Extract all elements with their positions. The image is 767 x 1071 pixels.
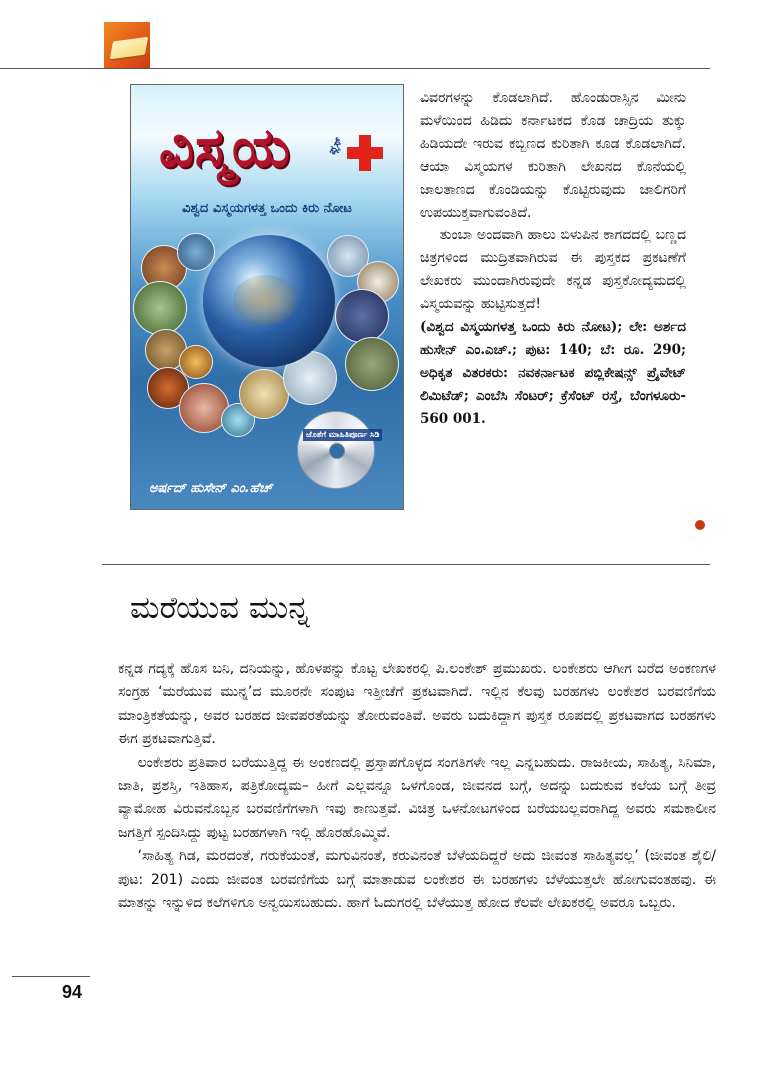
cover-plus-label: ಪ್ಲಸ್ (325, 134, 346, 157)
page-number: 94 (62, 982, 83, 1002)
cover-photo-bubble (133, 281, 187, 335)
cover-photo-bubble (177, 233, 215, 271)
end-mark-icon (695, 520, 705, 530)
review-paragraph: ವಿವರಗಳನ್ನು ಕೊಡಲಾಗಿದೆ. ಹೊಂಡುರಾಸ್ಸಿನ ಮೀನು ಮಳೆಯಿಂದ ಹಿಡಿದು ಕರ್ನಾಟಕದ ಕೊಡ ಚಾದ್ರಿಯ ತುಕ್ಕು ಹಿಡಿಯದೇ ಇರುವ ಕಬ್ಬಿಣದ ಕುರಿತಾಗಿ ಕೂಡ ಕೊಡಲಾಗಿದೆ. ಆಯಾ ವಿಸ್ಮಯಗಳ ಕುರಿತಾಗಿ ಲೇಖನದ ಕೊನೆಯಲ್ಲಿ ಜಾಲತಾಣದ ಕೊಂಡಿಯನ್ನು ಕೊಟ್ಟಿರುವುದು ಜಾಲಿಗರಿಗೆ ಉಪಯುಕ್ತವಾಗುವಂತಿದೆ. (420, 90, 686, 221)
cover-author: ಅರ್ಷದ್ ಹುಸೇನ್ ಎಂ.ಹೆಚ್ (149, 481, 273, 496)
cover-subtitle: ವಿಶ್ವದ ವಿಸ್ಮಯಗಳತ್ತ ಒಂದು ಕಿರು ನೋಟ (182, 201, 352, 216)
cover-photo-bubble (179, 345, 213, 379)
top-divider (0, 68, 710, 69)
article-paragraph: ಕನ್ನಡ ಗದ್ಯಕ್ಕೆ ಹೊಸ ಬನಿ, ದನಿಯನ್ನು, ಹೊಳಪನ್ನು ಕೊಟ್ಟ ಲೇಖಕರಲ್ಲಿ ಪಿ.ಲಂಕೇಶ್ ಪ್ರಮುಖರು. ಲಂಕೇಶರು ಆಗೀಗ ಬರೆದ ಅಂಕಣಗಳ ಸಂಗ್ರಹ ‘ಮರೆಯುವ ಮುನ್ನ’ದ ಮೂರನೇ ಸಂಪುಟ ಇತ್ತೀಚೆಗೆ ಪ್ರಕಟವಾಗಿದೆ. ಇಲ್ಲಿನ ಕೆಲವು ಬರಹಗಳು ಲಂಕೇಶರ ಬರವಣಿಗೆಯ ಮಾಂತ್ರಿಕತೆಯನ್ನು, ಅವರ ಬರಹದ ಜೀವಪರತೆಯನ್ನು ತೋರುವಂತಿವೆ. ಅವರು ಬದುಕಿದ್ದಾಗ ಪುಸ್ತಕ ರೂಪದಲ್ಲಿ ಪ್ರಕಟವಾಗದ ಬರಹಗಳು ಈಗ ಪ್ರಕಟವಾಗುತ್ತಿವೆ. (118, 661, 716, 748)
article-paragraph: ‘ಸಾಹಿತ್ಯ ಗಿಡ, ಮರದಂತೆ, ಗರುಕೆಯಂತೆ, ಮಗುವಿನಂತೆ, ಕರುವಿನಂತೆ ಬೆಳೆಯದಿದ್ದರೆ ಅದು ಜೀವಂತ ಸಾಹಿತ್ಯವಲ್ಲ’ (ಜೀವಂತ ಶೈಲಿ/ ಪುಟ: 201) ಎಂದು ಜೀವಂತ ಬರವಣಿಗೆಯ ಬಗ್ಗೆ ಮಾತಾಡುವ ಲಂಕೇಶರ ಈ ಬರಹಗಳು ಬೆಳೆಯುತ್ತಲೇ ಹೋಗುವಂತಹವು. ಈ ಮಾತನ್ನು ಇನ್ನುಳಿದ ಕಲೆಗಳಿಗೂ ಅನ್ವಯಿಸಬಹುದು. ಹಾಗೆ ಓದುಗರಲ್ಲಿ ಬೆಳೆಯುತ್ತ ಹೋದ ಕೆಲವೇ ಲೇಖಕರಲ್ಲಿ ಅವರೂ ಒಬ್ಬರು. (118, 848, 716, 912)
review-paragraph: ತುಂಬಾ ಅಂದವಾಗಿ ಹಾಲು ಬಿಳುಪಿನ ಕಾಗದದಲ್ಲಿ ಬಣ್ಣದ ಚಿತ್ರಗಳಿಂದ ಮುದ್ರಿತವಾಗಿರುವ ಈ ಪುಸ್ತಕದ ಪ್ರಕಟಣೆಗೆ ಲೇಖಕರು ಮುಂದಾಗಿರುವುದೇ ಕನ್ನಡ ಪುಸ್ತಕೋದ್ಯಮದಲ್ಲಿ ವಿಸ್ಮಯವನ್ನು ಹುಟ್ಟಿಸುತ್ತದೆ! (420, 227, 686, 313)
plus-icon (347, 135, 383, 171)
article-body (118, 658, 716, 915)
article-headline: ಮರೆಯುವ ಮುನ್ನ (130, 590, 310, 626)
article-paragraph: ಲಂಕೇಶರು ಪ್ರತಿವಾರ ಬರೆಯುತ್ತಿದ್ದ ಈ ಅಂಕಣದಲ್ಲಿ ಪ್ರಸ್ತಾಪಗೊಳ್ಳದ ಸಂಗತಿಗಳೇ ಇಲ್ಲ ಎನ್ನಬಹುದು. ರಾಜಕೀಯ, ಸಾಹಿತ್ಯ, ಸಿನಿಮಾ, ಜಾತಿ, ಪ್ರಶಸ್ತಿ, ಇತಿಹಾಸ, ಪತ್ರಿಕೋದ್ಯಮ– ಹೀಗೆ ಎಲ್ಲವನ್ನೂ ಒಳಗೊಂಡ, ಜೀವನದ ಬಗ್ಗೆ, ಅದನ್ನು ಬದುಕುವ ಕಲೆಯ ಬಗ್ಗೆ ತೀವ್ರ ವ್ಯಾಮೋಹ ವಿರುವನೊಬ್ಬನ ಬರವಣಿಗೆಗಳಾಗಿ ಇವು ಕಾಣುತ್ತವೆ. ವಿಚಿತ್ರ ಒಳನೋಟಗಳಿಂದ ಬರೆಯಬಲ್ಲವರಾಗಿದ್ದ ಅವರು ಸಮಕಾಲೀನ ಜಗತ್ತಿಗೆ ಸ್ಪಂದಿಸಿದ್ದು ಪುಟ್ಟ ಬರಹಗಳಾಗಿ ಇಲ್ಲಿ ಹೊರಹೊಮ್ಮಿವೆ. (118, 754, 716, 841)
cover-title: ವಿಸ್ಮಯ (159, 115, 291, 179)
cd-icon (297, 411, 375, 489)
cover-photo-bubble (335, 289, 389, 343)
section-divider (102, 564, 710, 565)
section-logo-icon (104, 22, 150, 68)
book-details: (ವಿಶ್ವದ ವಿಸ್ಮಯಗಳತ್ತ ಒಂದು ಕಿರು ನೋಟ); ಲೇ: ಅರ್ಶದ ಹುಸೇನ್ ಎಂ.ಎಚ್.; ಪುಟ: 140; ಬೆ: ರೂ. 290; ಅಧಿಕೃತ ವಿತರಕರು: ನವಕರ್ನಾಟಕ ಪಬ್ಲಿಕೇಷನ್ಸ್ ಪ್ರೈವೇಟ್ ಲಿಮಿಟೆಡ್; ಎಂಬೆಸಿ ಸೆಂಟರ್; ಕ್ರೆಸೆಂಟ್ ರಸ್ತೆ, ಬೆಂಗಳೂರು- 560 001. (420, 319, 686, 427)
book-cover-image (130, 84, 404, 510)
cover-cd-label: ಜೊತೆಗೆ ಮಾಹಿತಿಪೂರ್ಣ ಸಿಡಿ (303, 429, 382, 441)
book-review-column (420, 87, 686, 431)
cover-photo-bubble (239, 369, 289, 419)
cover-photo-bubble (345, 337, 399, 391)
cover-globe (203, 235, 335, 367)
footer-divider (12, 976, 90, 977)
